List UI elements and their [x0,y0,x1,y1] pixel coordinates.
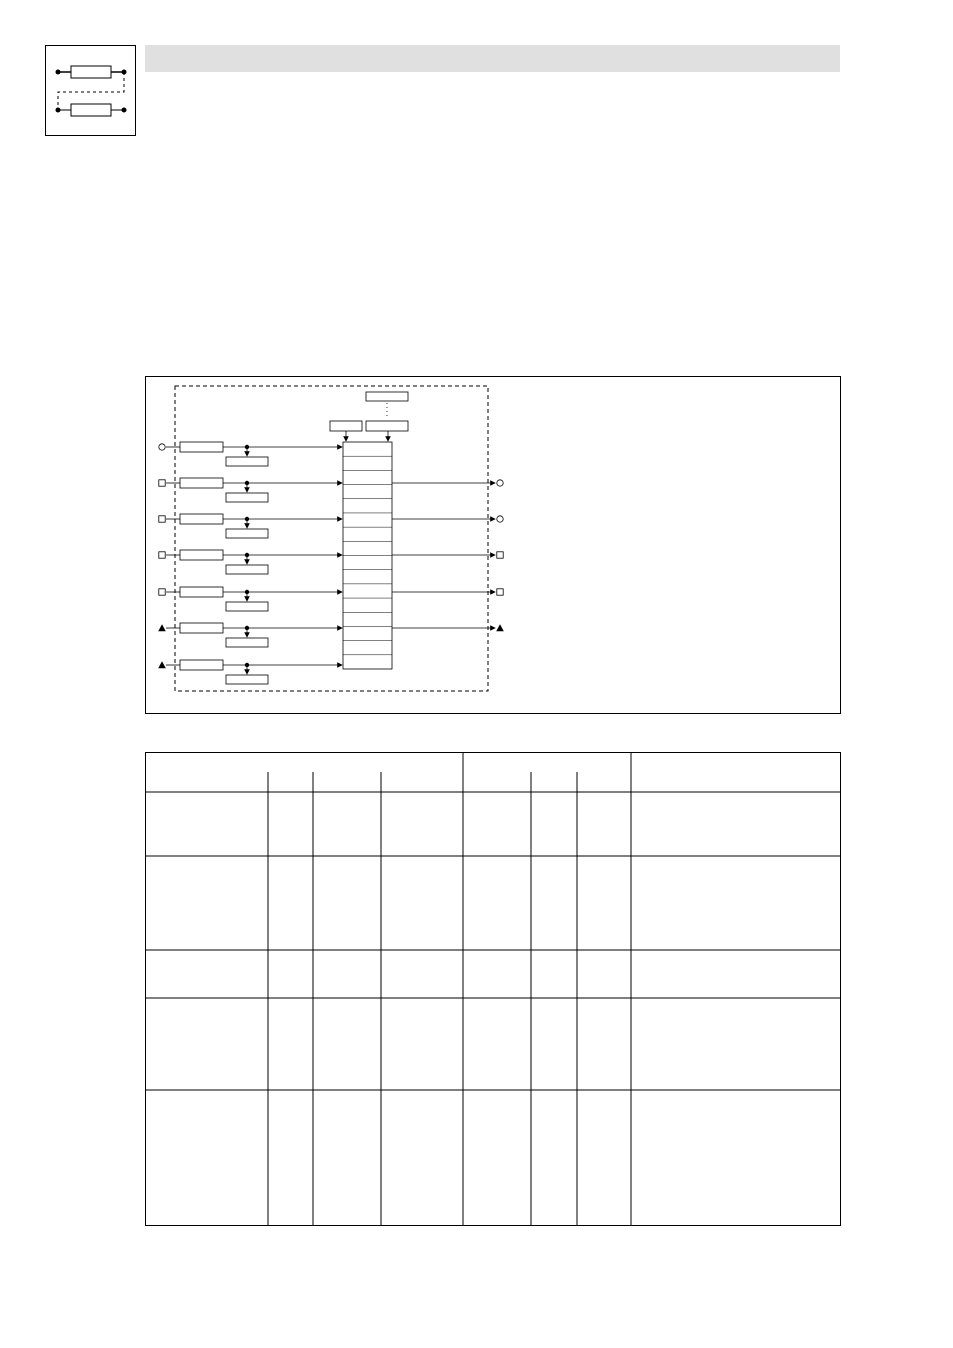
logo-box [45,45,136,136]
input-box [180,587,223,597]
input-square-icon [159,516,165,522]
selector-box [366,421,408,431]
function-block-diagram [145,376,841,714]
header-bar [145,45,840,72]
input-box [180,623,223,633]
input-triangle-icon [158,661,166,668]
output-channels [392,480,504,631]
input-box [180,660,223,670]
input-box [180,550,223,560]
parameter-box [366,392,408,401]
output-square-icon [497,552,503,558]
output-circle-icon [497,516,503,522]
table-border [146,753,841,1226]
monitor-box [226,638,268,647]
input-triangle-icon [158,624,166,631]
input-square-icon [159,552,165,558]
output-triangle-icon [496,624,504,631]
input-box [180,442,223,452]
monitor-box [226,493,268,502]
monitor-box [226,565,268,574]
table-grid [145,752,841,1226]
input-box [180,478,223,488]
input-box [180,514,223,524]
block-boundary [175,386,488,691]
output-circle-icon [497,480,503,486]
input-square-icon [159,480,165,486]
output-square-icon [497,589,503,595]
signal-matrix [343,442,392,669]
input-circle-icon [159,444,165,450]
parameter-table [145,752,841,1226]
input-channels [158,442,342,684]
monitor-box [226,457,268,466]
monitor-box [226,602,268,611]
monitor-box [226,675,268,684]
diagram-canvas [146,377,842,715]
monitor-box [226,529,268,538]
function-block-icon [46,46,137,137]
selector-box [330,421,362,431]
input-square-icon [159,589,165,595]
